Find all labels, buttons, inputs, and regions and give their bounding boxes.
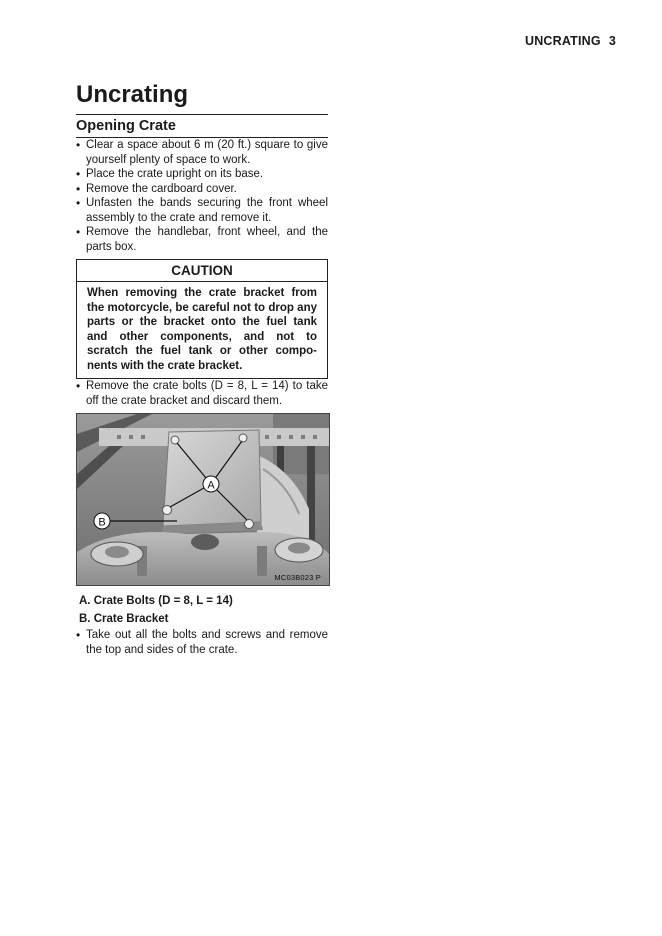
step-item: • Unfasten the bands securing the front wheel assembly to the crate and remove it. [76, 196, 328, 225]
callout-b-marker [94, 513, 110, 529]
page-number: 3 [608, 34, 616, 48]
main-column [76, 78, 328, 657]
caution-text: When removing the crate bracket from the motorcycle, be careful not to drop any parts or the bracket onto the fuel tank and other components, and not to scratch the fuel tank or other components with the crate bracket. [87, 287, 317, 372]
crate-bracket-photo [76, 413, 330, 586]
steps-list-1 [76, 138, 328, 254]
figure-captions [76, 592, 328, 628]
photo-illustration [77, 414, 329, 585]
header-section-name: UNCRATING [524, 34, 601, 48]
caption-b: B. Crate Bracket [79, 613, 169, 625]
step-item: • Remove the cardboard cover. [76, 182, 328, 197]
step-item: • Remove the handlebar, front wheel, and the parts box. [76, 225, 328, 254]
callout-a-label: A [207, 479, 215, 492]
caution-heading: CAUTION [77, 260, 327, 282]
page-title: Uncrating [76, 78, 328, 115]
caption-a: A. Crate Bolts (D = 8, L = 14) [79, 595, 233, 607]
steps-list-3 [76, 628, 328, 657]
callout-a-marker [203, 476, 219, 492]
step-item: • Clear a space about 6 m (20 ft.) square to give yourself plenty of space to work. [76, 138, 328, 167]
caution-box [76, 259, 328, 379]
figure-code: MC03B023 P [274, 573, 321, 582]
step-item: • Remove the crate bolts (D = 8, L = 14) to take off the crate bracket and discard them. [76, 379, 328, 408]
step-item: • Take out all the bolts and screws and remove the top and sides of the crate. [76, 628, 328, 657]
step-item: • Place the crate upright on its base. [76, 167, 328, 182]
steps-list-2 [76, 379, 328, 408]
section-title: Opening Crate [76, 115, 328, 138]
callout-b-label: B [98, 516, 106, 529]
running-header [525, 34, 616, 48]
